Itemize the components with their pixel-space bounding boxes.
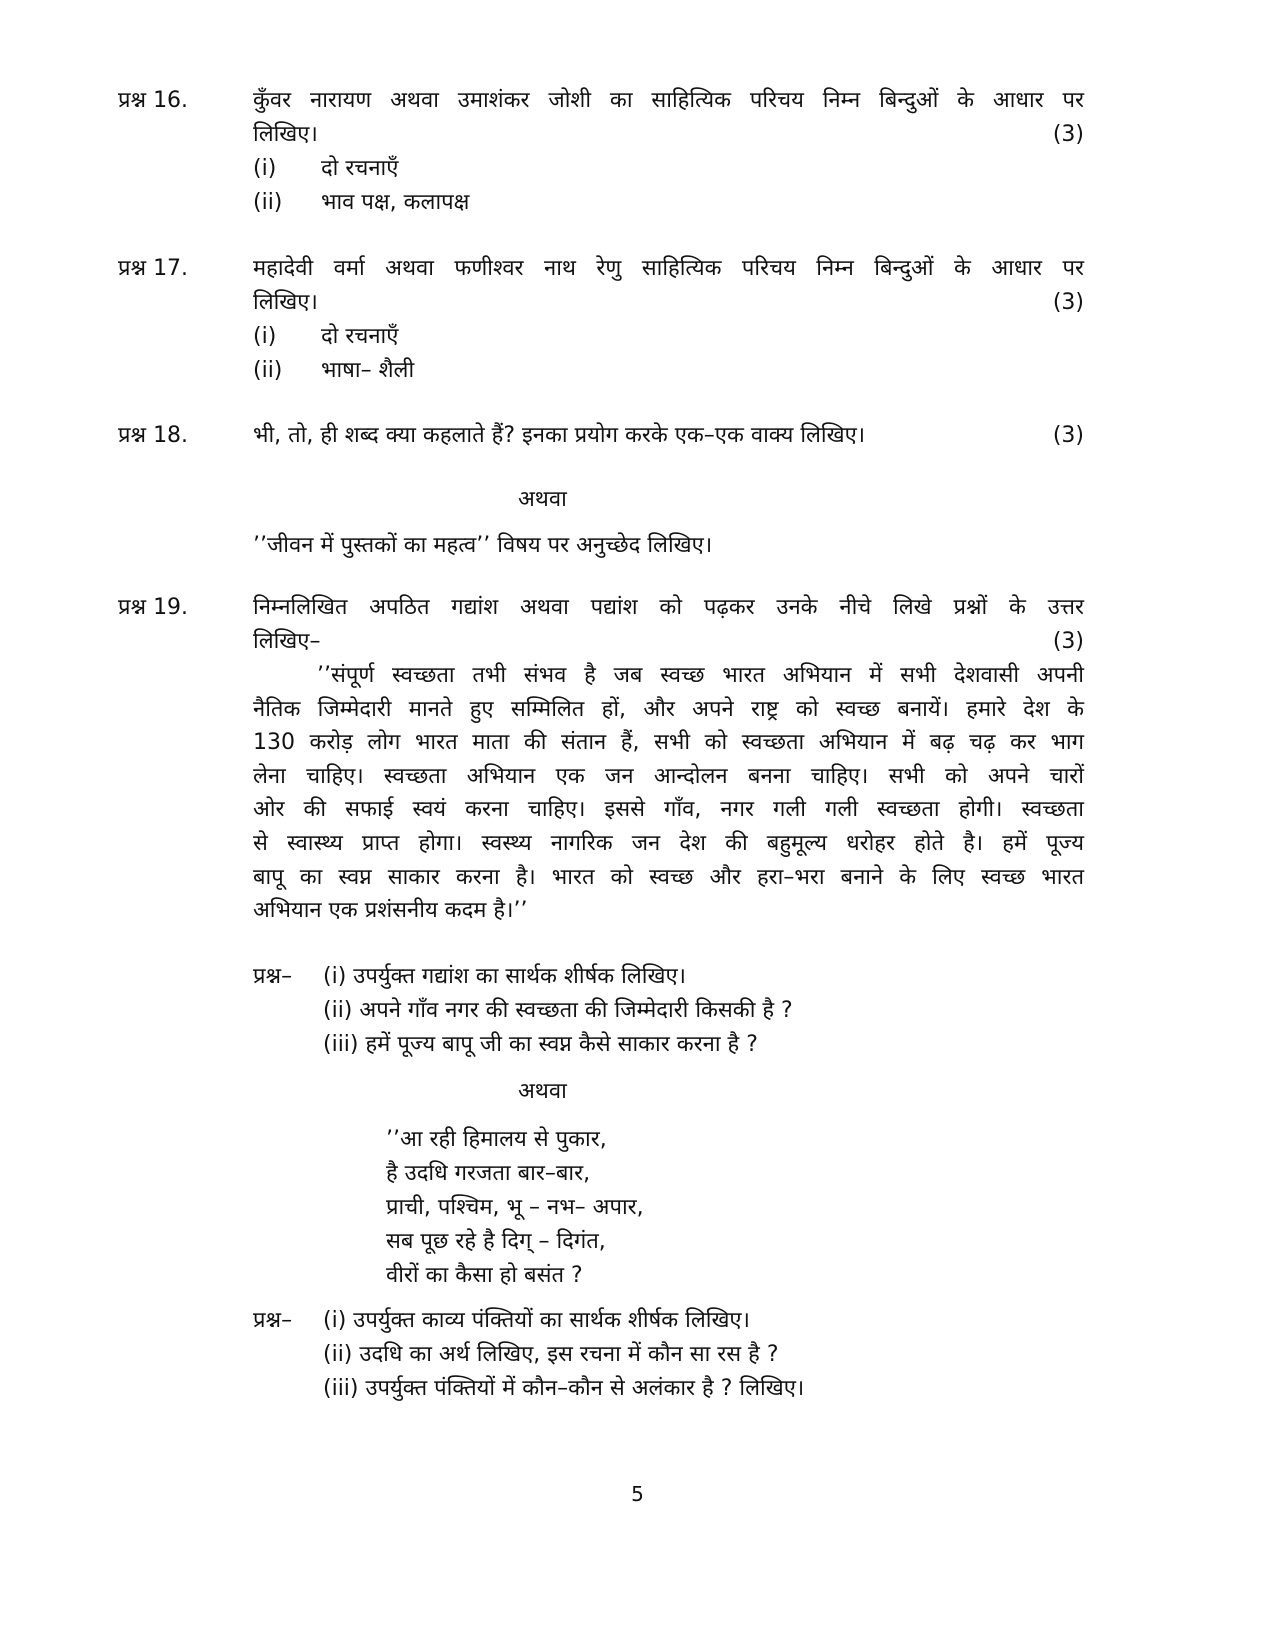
poem-questions [253, 1304, 1083, 1406]
question-label: प्रश्न 16. [118, 88, 189, 113]
prashn-label: प्रश्न– [253, 964, 293, 989]
question-text-row [253, 419, 1084, 453]
passage-question-text: (iii) हमें पूज्य बापू जी का स्वप्न कैसे साकार करना है ? [323, 1032, 758, 1057]
poem-line: वीरों का कैसा हो बसंत ? [386, 1263, 583, 1288]
or-separator: अथवा [518, 1079, 567, 1104]
poem-question [253, 1372, 1083, 1406]
passage-questions [253, 960, 1083, 1062]
question-text-line: लिखिए– [253, 629, 321, 654]
question-text-line: निम्नलिखित अपठित गद्यांश अथवा पद्यांश को पढ़कर उनके नीचे लिखे प्रश्नों के उत्तर [253, 595, 1084, 620]
marks-label: (3) [1052, 122, 1084, 147]
passage-line: ओर की सफाई स्वयं करना चाहिए। इससे गाँव, नगर गली गली स्वच्छता होगी। स्वच्छता [253, 797, 1084, 823]
sub-item [253, 320, 1084, 354]
poem-question [253, 1338, 1083, 1372]
question-text-line: लिखिए। [253, 290, 318, 315]
poem-line: है उदधि गरजता बार–बार, [386, 1161, 591, 1186]
sub-item-number: (i) [253, 156, 277, 181]
sub-item-number: (i) [253, 324, 277, 349]
question-label: प्रश्न 19. [118, 595, 189, 620]
sub-item-number: (ii) [253, 358, 283, 383]
passage-question [253, 1028, 1083, 1062]
passage-question [253, 994, 1083, 1028]
question-text-line: कुँवर नारायण अथवा उमाशंकर जोशी का साहित्यिक परिचय निम्न बिन्दुओं के आधार पर [253, 88, 1084, 113]
question-body [253, 419, 1084, 563]
sub-item [253, 152, 1084, 186]
or-separator-2 [518, 1075, 718, 1109]
question-text-line: लिखिए। [253, 122, 318, 147]
sub-item-text: भाषा– शैली [321, 358, 415, 383]
passage-line: से स्वास्थ्य प्राप्त होगा। स्वस्थ्य नागरिक जन देश की बहुमूल्य धरोहर होते है। हमें पूज्य [253, 830, 1084, 856]
passage-line: बापू का स्वप्न साकार करना है। भारत को स्वच्छ और हरा–भरा बनाने के लिए स्वच्छ भारत [253, 864, 1084, 890]
passage-line: नैतिक जिम्मेदारी मानते हुए सम्मिलित हों, और अपने राष्ट्र को स्वच्छ बनायें। हमारे देश के [253, 696, 1084, 722]
alternate-question: ’’जीवन में पुस्तकों का महत्व’’ विषय पर अनुच्छेद लिखिए। [253, 533, 713, 558]
passage-line: ’’संपूर्ण स्वच्छता तभी संभव है जब स्वच्छ भारत अभियान में सभी देशवासी अपनी [317, 663, 1084, 688]
passage-question-text: (ii) अपने गाँव नगर की स्वच्छता की जिम्मेदारी किसकी है ? [323, 998, 793, 1023]
poem-question [253, 1304, 1083, 1338]
marks-label: (3) [1052, 290, 1084, 315]
poem-question-text: (ii) उदधि का अर्थ लिखिए, इस रचना में कौन सा रस है ? [323, 1342, 779, 1367]
marks-label: (3) [1052, 629, 1084, 654]
poem-question-text: (iii) उपर्युक्त पंक्तियों में कौन–कौन से अलंकार है ? लिखिए। [323, 1376, 805, 1401]
question-label: प्रश्न 18. [118, 423, 189, 448]
unseen-passage [253, 659, 1084, 928]
sub-item-text: भाव पक्ष, कलापक्ष [321, 190, 470, 215]
passage-line: अभियान एक प्रशंसनीय कदम है।’’ [253, 898, 528, 924]
page-number: 5 [631, 1482, 644, 1506]
question-body [253, 252, 1084, 388]
sub-item-text: दो रचनाएँ [321, 324, 399, 349]
poem-line: ’’आ रही हिमालय से पुकार, [386, 1127, 607, 1152]
marks-label: (3) [1052, 423, 1084, 448]
sub-item [253, 354, 1084, 388]
question-text-row [253, 625, 1084, 659]
passage-line: 130 करोड़ लोग भारत माता की संतान हैं, सभी को स्वच्छता अभियान में बढ़ चढ़ कर भाग [253, 730, 1084, 756]
question-text-row [253, 286, 1084, 320]
poem-question-text: (i) उपर्युक्त काव्य पंक्तियों का सार्थक शीर्षक लिखिए। [323, 1308, 750, 1333]
question-body [253, 591, 1084, 928]
question-text-line: महादेवी वर्मा अथवा फणीश्वर नाथ रेणु साहित्यिक परिचय निम्न बिन्दुओं के आधार पर [253, 256, 1084, 281]
poem-line: सब पूछ रहे है दिग् – दिगंत, [386, 1229, 606, 1254]
question-label: प्रश्न 17. [118, 256, 189, 281]
sub-item [253, 186, 1084, 220]
prashn-label: प्रश्न– [253, 1308, 293, 1333]
passage-line: लेना चाहिए। स्वच्छता अभियान एक जन आन्दोलन बनना चाहिए। सभी को अपने चारों [253, 763, 1084, 789]
unseen-poem [386, 1123, 644, 1293]
poem-line: प्राची, पश्चिम, भू – नभ– अपार, [386, 1195, 644, 1220]
question-text-row [253, 118, 1084, 152]
passage-question [253, 960, 1083, 994]
or-separator: अथवा [518, 487, 567, 512]
sub-item-text: दो रचनाएँ [321, 156, 399, 181]
passage-question-text: (i) उपर्युक्त गद्यांश का सार्थक शीर्षक लिखिए। [323, 964, 686, 989]
question-body [253, 84, 1084, 220]
sub-item-number: (ii) [253, 190, 283, 215]
question-text-line: भी, तो, ही शब्द क्या कहलाते हैं? इनका प्रयोग करके एक–एक वाक्य लिखिए। [253, 423, 866, 448]
